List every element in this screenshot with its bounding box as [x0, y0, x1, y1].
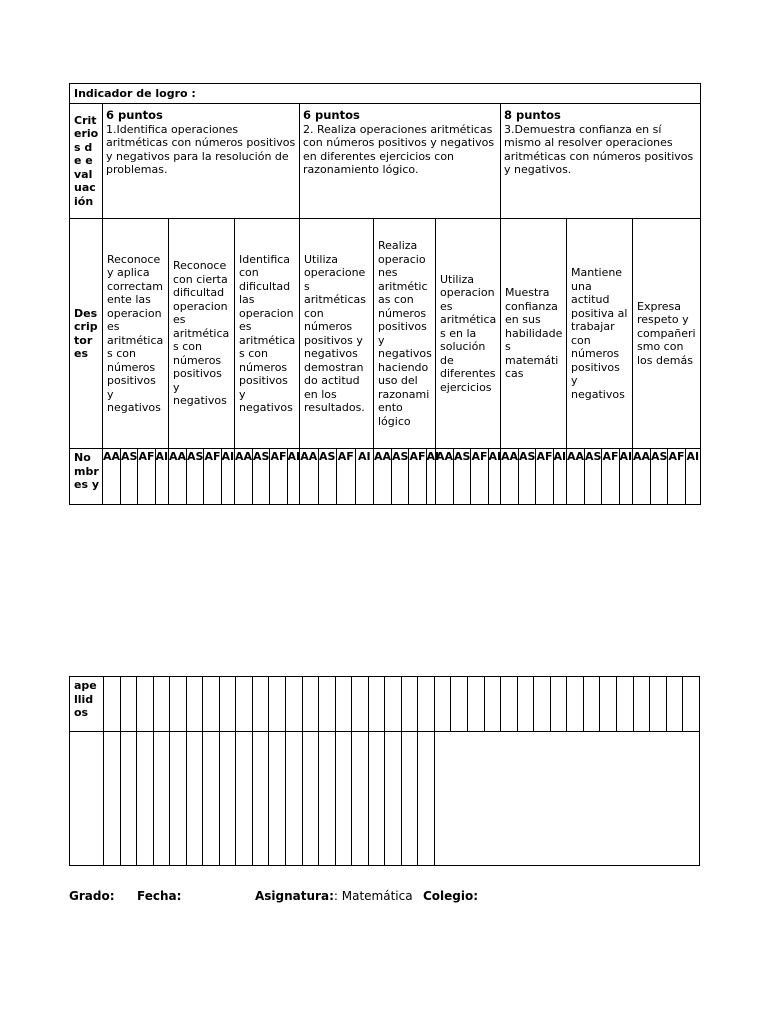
grid-cell[interactable]	[434, 677, 451, 732]
scale-code: AI	[221, 449, 235, 504]
grid-cell[interactable]	[401, 732, 418, 866]
descriptor-text: Realiza operaciones aritméticas con números positivos y negativos haciendo uso del razonamiento lógico	[378, 239, 432, 428]
scale-code: AA	[633, 450, 651, 463]
grid-cell[interactable]	[385, 677, 402, 732]
criterion-2-points: 6 puntos	[303, 108, 360, 122]
grid-cell[interactable]	[219, 732, 236, 866]
scale-code: AF	[203, 449, 220, 504]
grid-cell[interactable]	[236, 677, 253, 732]
grid-cell[interactable]	[104, 732, 121, 866]
grid-cell[interactable]	[286, 732, 303, 866]
grid-cell[interactable]	[170, 732, 187, 866]
scale-code: AA	[436, 450, 454, 463]
grid-cell[interactable]	[501, 677, 518, 732]
grid-cell[interactable]	[451, 677, 468, 732]
criterion-2-text: 2. Realiza operaciones aritméticas con números positivos y negativos en diferentes ejercicios con razonamiento lógico.	[303, 122, 495, 176]
asignatura-label: Asignatura:	[255, 889, 334, 903]
descriptors-label: Descriptores	[70, 219, 103, 449]
scale-code: AS	[518, 449, 535, 504]
descriptor-cell	[103, 219, 169, 449]
criterion-2	[300, 104, 501, 219]
grid-cell[interactable]	[302, 732, 319, 866]
descriptor-cell	[374, 219, 436, 449]
criterion-1-text: 1.Identifica operaciones aritméticas con números positivos y negativos para la resolución de problemas.	[106, 122, 296, 176]
grid-cell[interactable]	[550, 677, 567, 732]
grid-cell[interactable]	[418, 732, 435, 866]
criterion-1	[103, 104, 300, 219]
grid-cell[interactable]	[368, 677, 385, 732]
grading-grid	[69, 676, 700, 866]
grid-cell[interactable]	[352, 732, 369, 866]
grid-cell[interactable]	[120, 732, 137, 866]
descriptor-cell	[567, 219, 633, 449]
grid-cell[interactable]	[137, 732, 154, 866]
asignatura-value: : Matemática	[333, 889, 413, 903]
scale-code: AS	[186, 449, 203, 504]
descriptor-text: Utiliza operaciones aritméticas con números positivos y negativos demostrando actitud en los resultados.	[304, 252, 367, 414]
grid-cell[interactable]	[683, 677, 700, 732]
grid-cell[interactable]	[319, 732, 336, 866]
indicator-label: Indicador de logro :	[70, 84, 701, 104]
scale-codes-cell	[501, 449, 567, 505]
grid-cell[interactable]	[286, 677, 303, 732]
grid-cell[interactable]	[137, 677, 154, 732]
grid-cell[interactable]	[319, 677, 336, 732]
grid-cell[interactable]	[335, 677, 352, 732]
grid-cell[interactable]	[401, 677, 418, 732]
scale-code: AA	[567, 450, 585, 463]
scale-codes-cell	[300, 449, 374, 505]
grid-cell[interactable]	[236, 732, 253, 866]
scale-code: AI	[685, 449, 701, 504]
descriptor-text: Reconoce y aplica correctamente las operaciones aritméticas con números positivos y negativos	[107, 252, 164, 414]
rubric-table	[69, 83, 701, 505]
scale-codes-cell	[567, 449, 633, 505]
grid-cell[interactable]	[633, 677, 650, 732]
grid-cell[interactable]	[468, 677, 485, 732]
scale-codes-cell	[103, 449, 169, 505]
scale-code: AS	[120, 449, 137, 504]
descriptor-cell	[300, 219, 374, 449]
grid-cell[interactable]	[666, 677, 683, 732]
grid-cell[interactable]	[583, 677, 600, 732]
grid-cell[interactable]	[650, 677, 667, 732]
scale-code: AS	[650, 449, 667, 504]
surnames-label: apellidos	[70, 677, 104, 732]
grid-cell[interactable]	[269, 677, 286, 732]
grid-cell[interactable]	[186, 732, 203, 866]
grid-cell[interactable]	[368, 732, 385, 866]
grid-cell[interactable]	[219, 677, 236, 732]
grid-cell[interactable]	[600, 677, 617, 732]
scale-code: AS	[453, 449, 470, 504]
grid-cell[interactable]	[616, 677, 633, 732]
scale-code: AF	[408, 449, 425, 504]
grid-cell[interactable]	[352, 677, 369, 732]
grid-cell[interactable]	[153, 732, 170, 866]
scale-code: AF	[667, 449, 684, 504]
colegio-label: Colegio:	[423, 889, 479, 903]
scale-code: AI	[355, 449, 374, 504]
scale-code: AS	[391, 449, 408, 504]
grid-cell[interactable]	[567, 677, 584, 732]
scale-codes-cell	[374, 449, 440, 505]
scale-code: AF	[269, 449, 286, 504]
fecha-label: Fecha:	[137, 889, 182, 903]
grado-label: Grado:	[69, 889, 115, 903]
grid-cell[interactable]	[418, 677, 435, 732]
descriptor-cell	[235, 219, 300, 449]
scale-code: AF	[470, 449, 487, 504]
scale-code: AA	[235, 450, 253, 463]
scale-codes-cell	[436, 449, 501, 505]
scale-codes-cell	[169, 449, 235, 505]
scale-code: AI	[619, 449, 633, 504]
grid-cell[interactable]	[252, 677, 269, 732]
scale-code: AF	[535, 449, 552, 504]
criteria-label: Criterios de evaluación	[70, 104, 103, 219]
criterion-1-points: 6 puntos	[106, 108, 163, 122]
descriptor-text: Expresa respeto y compañerismo con los demás	[637, 299, 696, 367]
descriptor-text: Muestra confianza en sus habilidades matemáticas	[505, 286, 563, 381]
grid-cell[interactable]	[269, 732, 286, 866]
descriptor-cell	[633, 219, 701, 449]
scale-code: AA	[300, 450, 318, 463]
scale-code: AS	[584, 449, 601, 504]
grid-cell[interactable]	[153, 677, 170, 732]
scale-code: AF	[336, 449, 355, 504]
scale-code: AI	[553, 449, 567, 504]
scale-code: AI	[155, 449, 169, 504]
scale-code: AF	[601, 449, 618, 504]
scale-code: AA	[374, 450, 392, 463]
scale-code: AI	[426, 449, 440, 504]
grid-cell[interactable]	[203, 677, 220, 732]
names-label: Nombres y	[70, 449, 103, 505]
descriptor-text: Identifica con dificultad las operaciones aritméticas con números positivos y negativos	[239, 252, 296, 414]
grid-cell[interactable]	[484, 677, 501, 732]
scale-code: AS	[318, 449, 337, 504]
scale-code: AF	[137, 449, 154, 504]
descriptor-text: Utiliza operaciones aritméticas en la solución de diferentes ejercicios	[440, 272, 497, 394]
grid-cell[interactable]	[534, 677, 551, 732]
descriptor-cell	[436, 219, 501, 449]
scale-codes-cell	[633, 449, 701, 505]
scale-code: AA	[501, 450, 519, 463]
grid-cell[interactable]	[335, 732, 352, 866]
scale-code: AS	[252, 449, 269, 504]
criterion-3	[501, 104, 701, 219]
grid-cell[interactable]	[434, 732, 699, 866]
scale-code: AI	[287, 449, 301, 504]
grid-cell[interactable]	[186, 677, 203, 732]
scale-codes-cell	[235, 449, 300, 505]
grid-cell[interactable]	[70, 732, 104, 866]
descriptor-text: Mantiene una actitud positiva al trabajar con números positivos y negativos	[571, 266, 628, 401]
grid-cell[interactable]	[104, 677, 121, 732]
scale-code: AA	[103, 450, 121, 463]
descriptor-cell	[169, 219, 235, 449]
descriptor-text: Reconoce con cierta dificultad operaciones aritméticas con números positivos y negativos	[173, 259, 230, 408]
grid-cell[interactable]	[302, 677, 319, 732]
scale-code: AI	[488, 449, 502, 504]
grid-cell[interactable]	[385, 732, 402, 866]
grid-cell[interactable]	[120, 677, 137, 732]
grid-cell[interactable]	[252, 732, 269, 866]
grid-cell[interactable]	[170, 677, 187, 732]
grid-cell[interactable]	[203, 732, 220, 866]
asignatura	[255, 889, 413, 903]
grid-cell[interactable]	[517, 677, 534, 732]
criterion-3-text: 3.Demuestra confianza en sí mismo al resolver operaciones aritméticas con números positivos y negativos.	[504, 122, 694, 176]
criterion-3-points: 8 puntos	[504, 108, 561, 122]
descriptor-cell	[501, 219, 567, 449]
scale-code: AA	[169, 450, 187, 463]
